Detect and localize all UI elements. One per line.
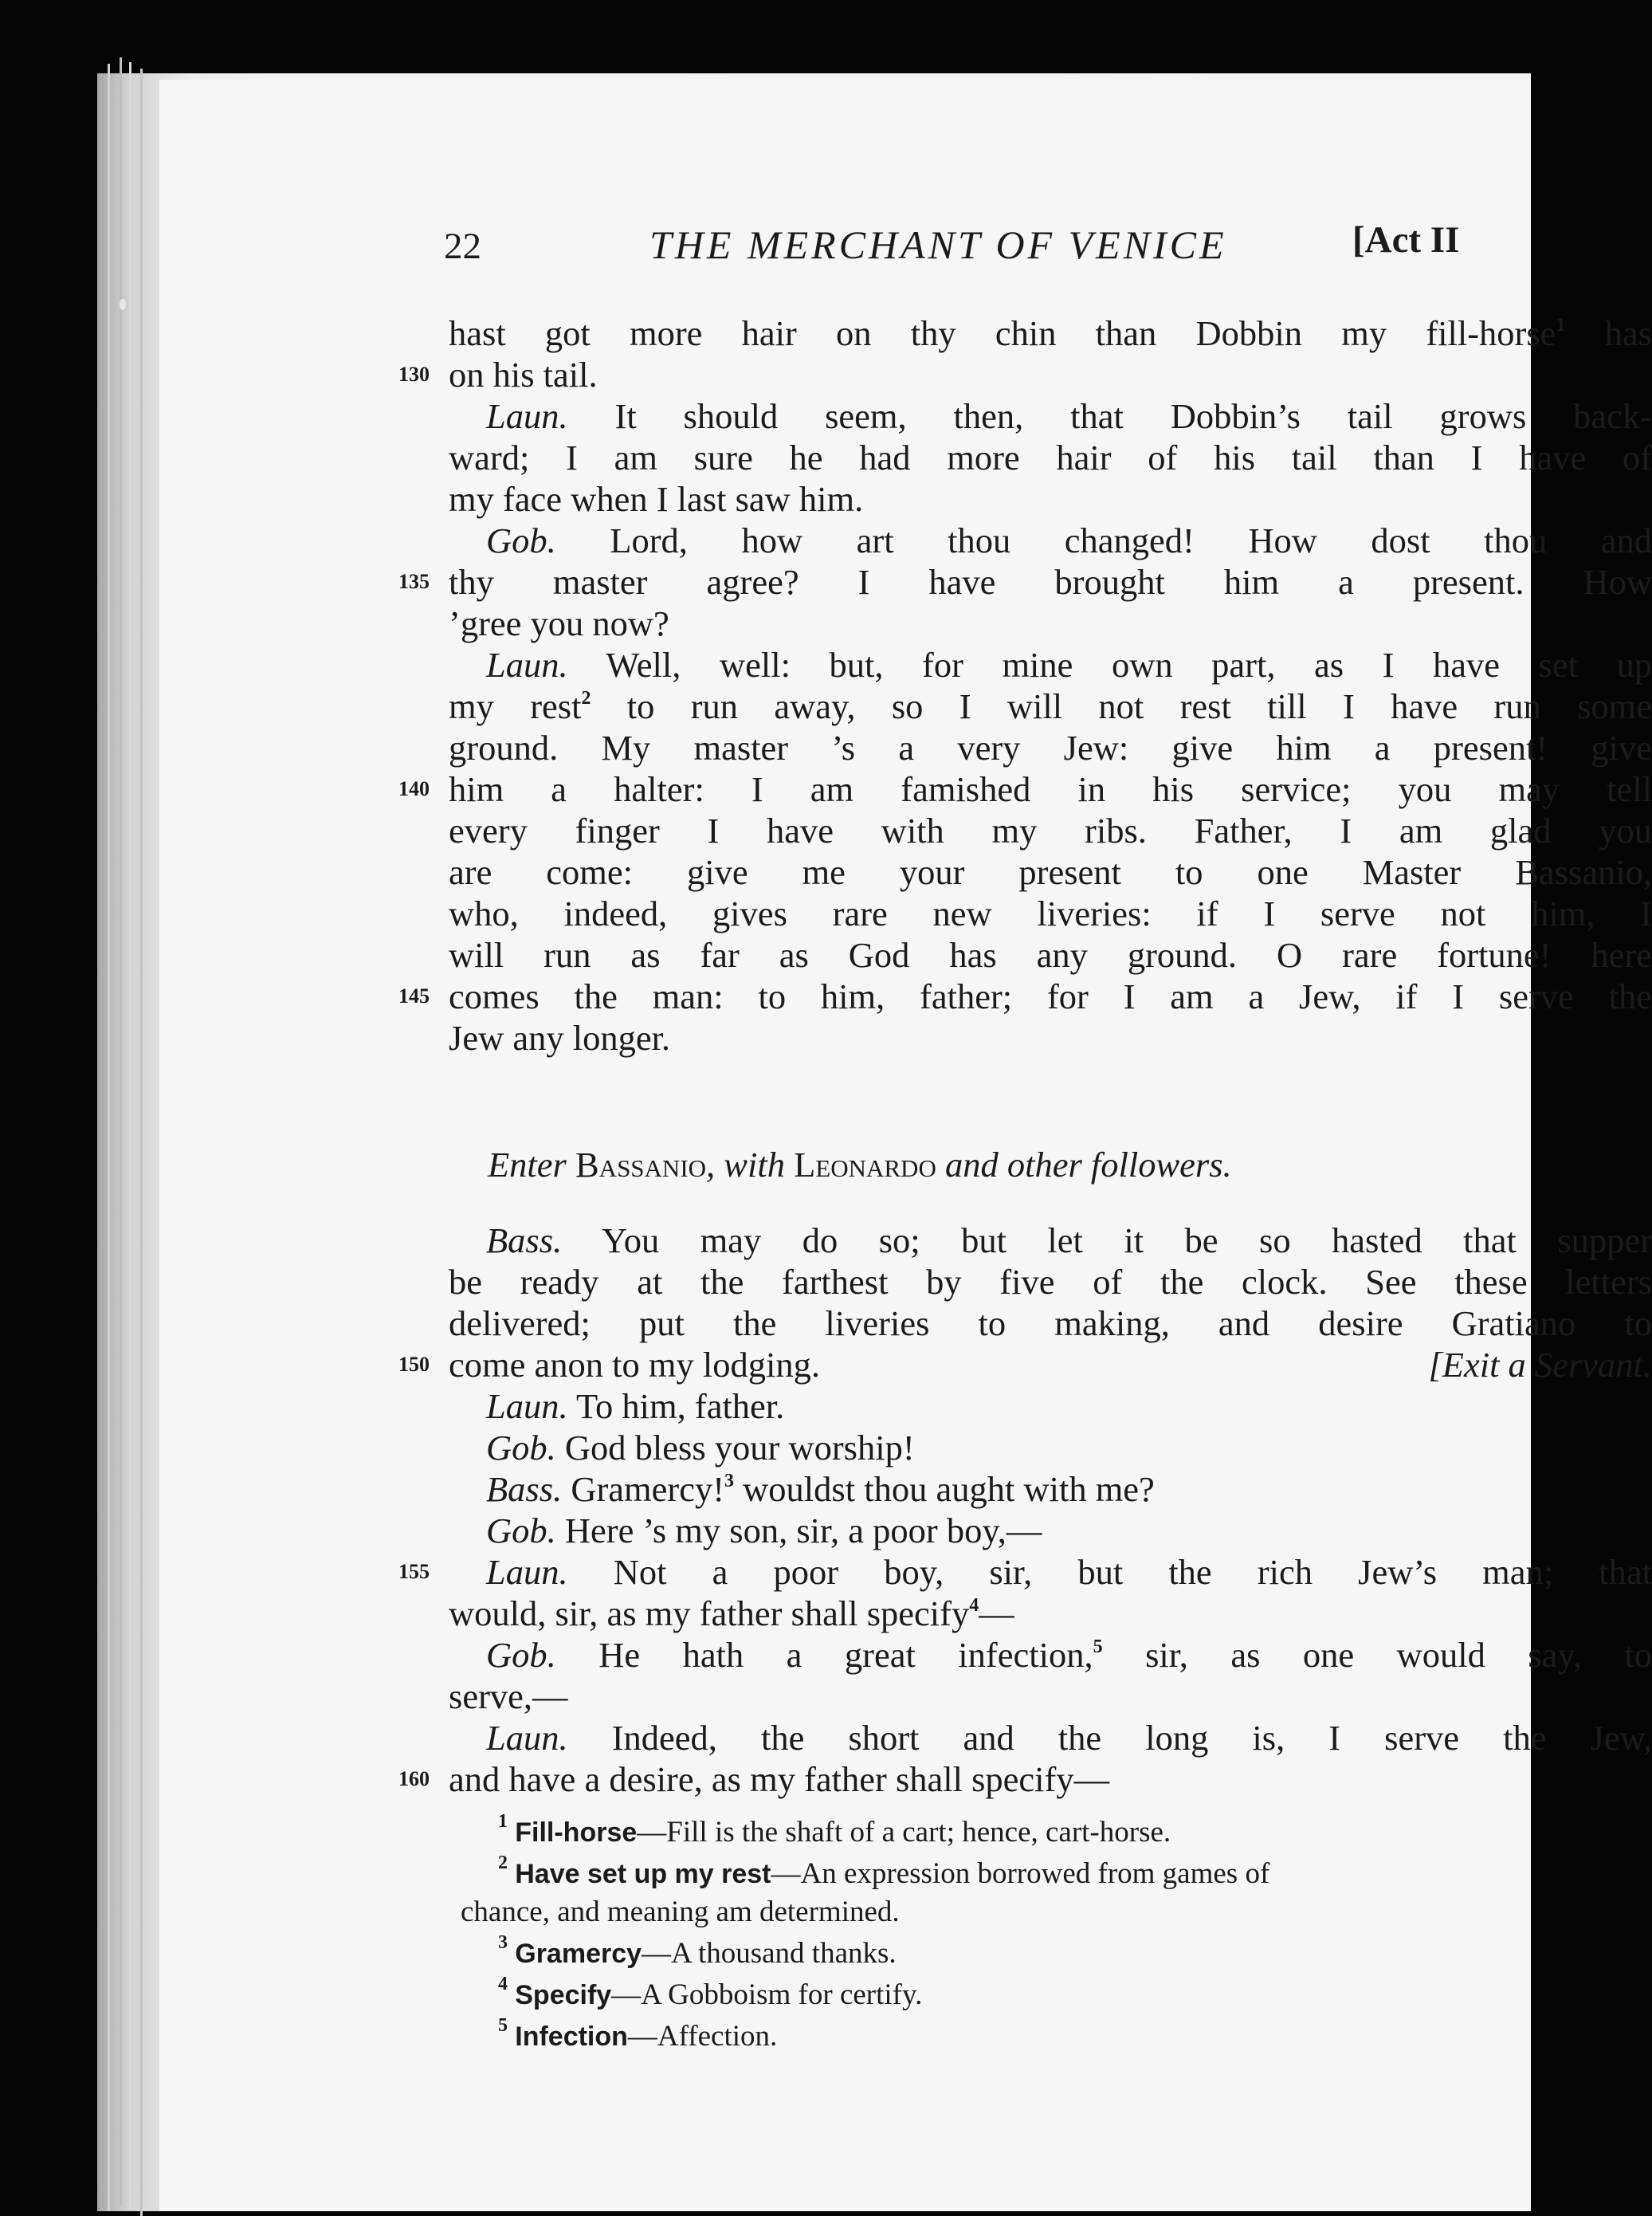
text-line: are come: give me your present to one Master Bassanio, bbox=[449, 852, 1652, 892]
page-edge bbox=[120, 57, 122, 2205]
footnote: $^5$ Infection—Affection. bbox=[498, 2015, 778, 2053]
book-page bbox=[159, 80, 1652, 2211]
line-number: 150 bbox=[398, 1353, 430, 1376]
text-line: Jew any longer. bbox=[449, 1018, 671, 1058]
text-line: my rest$^2$ to run away, so I will not rest till I have run some bbox=[449, 686, 1652, 726]
text-line: Gob. God bless your worship! bbox=[486, 1428, 915, 1468]
line-number: 145 bbox=[398, 984, 430, 1008]
text-line: Gob. Lord, how art thou changed! How dost thou and bbox=[486, 521, 1652, 560]
text-line: Gob. He hath a great infection,$^5$ sir, as one would say, to bbox=[486, 1635, 1652, 1675]
text-line: comes the man: to him, father; for I am a Jew, if I serve the bbox=[449, 976, 1652, 1016]
page-edge bbox=[108, 64, 110, 2211]
page-number: 22 bbox=[444, 226, 481, 267]
text-line: and have a desire, as my father shall specify— bbox=[449, 1759, 1110, 1799]
text-line: on his tail. bbox=[449, 355, 598, 395]
footnote: $^3$ Gramercy—A thousand thanks. bbox=[498, 1932, 897, 1970]
text-line: Bass. You may do so; but let it be so hasted that supper bbox=[486, 1220, 1652, 1260]
line-number: 160 bbox=[398, 1767, 430, 1790]
text-line: Laun. Not a poor boy, sir, but the rich Jew’s man; that bbox=[486, 1552, 1652, 1592]
text-line: Laun. Well, well: but, for mine own part, as I have set up bbox=[486, 645, 1652, 685]
text-line: delivered; put the liveries to making, and desire Gratiano to bbox=[449, 1303, 1652, 1343]
page-edge bbox=[140, 69, 143, 2216]
page-header bbox=[159, 219, 1531, 289]
text-line: him a halter: I am famished in his service; you may tell bbox=[449, 769, 1652, 809]
footnote: $^2$ Have set up my rest—An expression borrowed from games of bbox=[498, 1853, 1270, 1890]
exit-direction: [Exit a Servant. bbox=[1428, 1345, 1652, 1385]
footnote: $^4$ Specify—A Gobboism for certify. bbox=[498, 1974, 923, 2011]
line-number: 135 bbox=[398, 570, 430, 593]
line-number: 130 bbox=[398, 363, 430, 386]
text-line: Laun. It should seem, then, that Dobbin’s tail grows back- bbox=[486, 396, 1652, 436]
running-title: THE MERCHANT OF VENICE bbox=[649, 222, 1227, 267]
dust-speck bbox=[120, 299, 126, 310]
text-line: ward; I am sure he had more hair of his tail than I have of bbox=[449, 438, 1652, 477]
footnote: $^1$ Fill-horse—Fill is the shaft of a cart; hence, cart-horse. bbox=[498, 1811, 1171, 1849]
text-line: hast got more hair on thy chin than Dobbin my fill-horse$^1$ has bbox=[449, 313, 1652, 353]
text-line: thy master agree? I have brought him a present. How bbox=[449, 562, 1652, 602]
text-line: Laun. To him, father. bbox=[486, 1386, 785, 1426]
line-number: 140 bbox=[398, 777, 430, 800]
footnote-continuation: chance, and meaning am determined. bbox=[461, 1896, 900, 1928]
text-line: ground. My master ’s a very Jew: give him a present! give bbox=[449, 728, 1652, 768]
text-line: will run as far as God has any ground. O rare fortune! here bbox=[449, 935, 1652, 975]
text-line: would, sir, as my father shall specify$^4$— bbox=[449, 1593, 1014, 1633]
page-edge bbox=[129, 62, 131, 2210]
line-number: 155 bbox=[398, 1560, 430, 1583]
text-line: Gob. Here ’s my son, sir, a poor boy,— bbox=[486, 1511, 1042, 1550]
stage-direction: Enter Bassanio, with Leonardo and other followers. bbox=[488, 1145, 1232, 1185]
text-line: who, indeed, gives rare new liveries: if I serve not him, I bbox=[449, 894, 1652, 933]
text-line: every finger I have with my ribs. Father, I am glad you bbox=[449, 811, 1652, 851]
text-line: serve,— bbox=[449, 1676, 568, 1716]
text-line: Bass. Gramercy!$^3$ wouldst thou aught with me? bbox=[486, 1469, 1155, 1509]
text-line: come anon to my lodging. [Exit a Servant. bbox=[449, 1345, 1652, 1385]
act-label: [Act II bbox=[1352, 219, 1460, 261]
text-line: my face when I last saw him. bbox=[449, 479, 864, 519]
text-line: ’gree you now? bbox=[449, 603, 669, 643]
text-line: be ready at the farthest by five of the clock. See these letters bbox=[449, 1262, 1652, 1302]
text-line: Laun. Indeed, the short and the long is, I serve the Jew, bbox=[486, 1718, 1652, 1758]
